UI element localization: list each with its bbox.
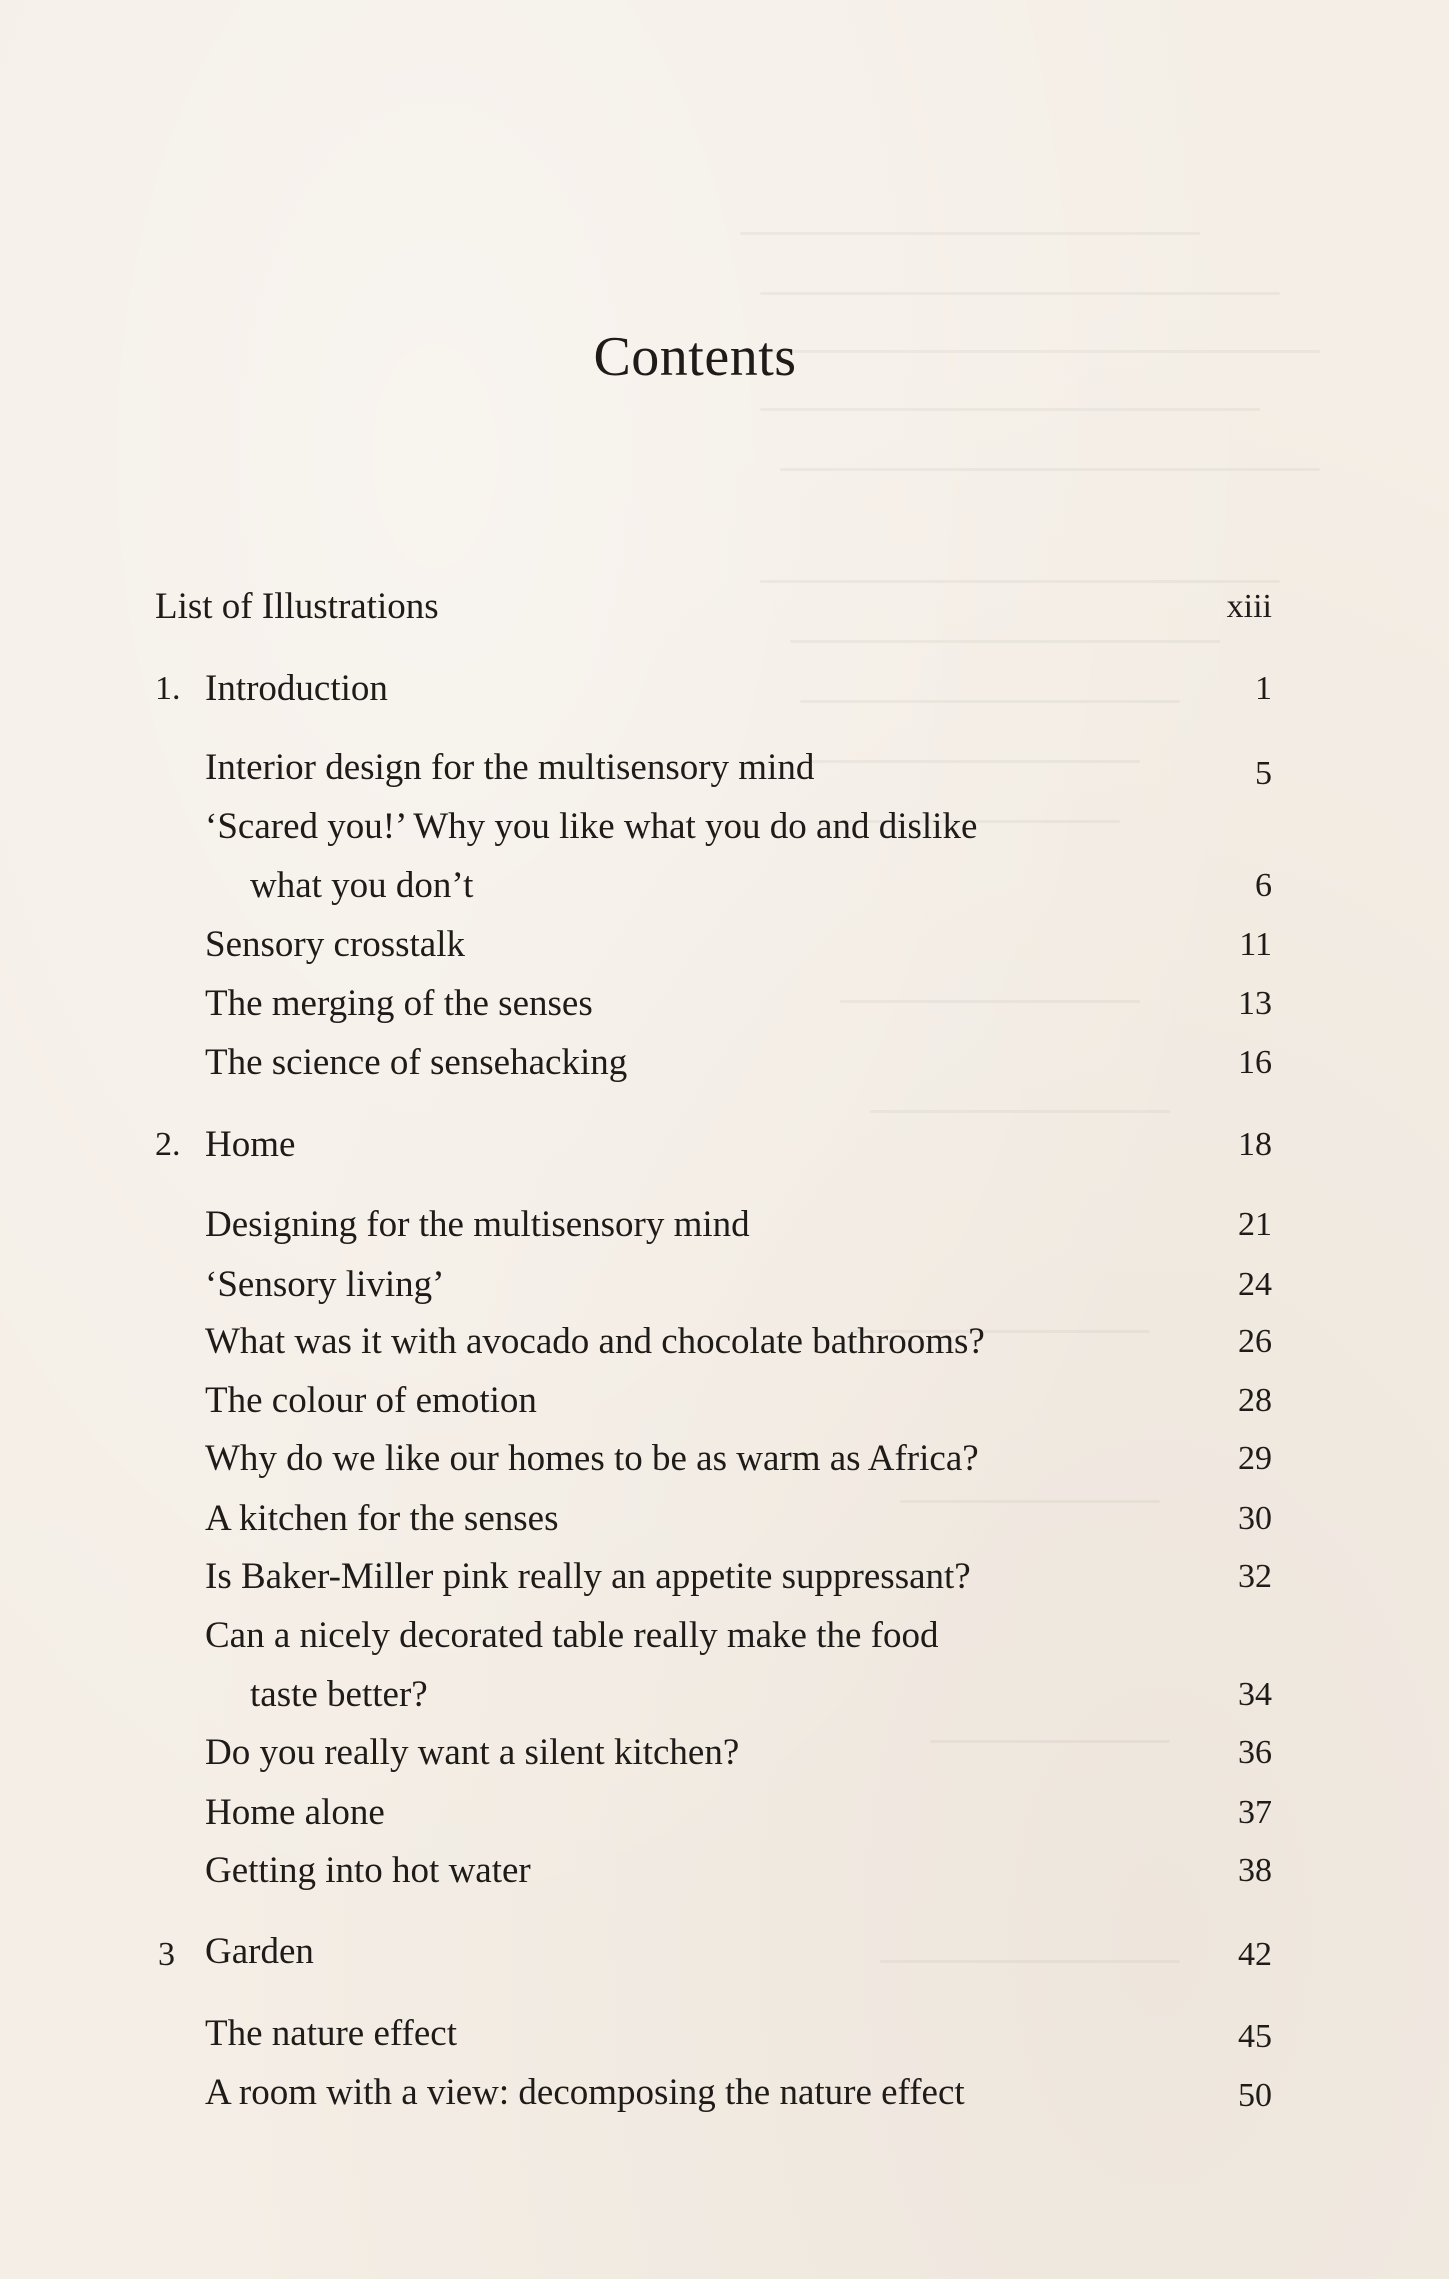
section-title: Sensory crosstalk: [205, 924, 465, 965]
toc-page-number: 36: [1238, 1734, 1272, 1771]
chapter-number: 2.: [155, 1126, 181, 1163]
toc-page-number: 6: [1255, 867, 1272, 904]
section-title: The colour of emotion: [205, 1380, 537, 1421]
toc-page-number: 1: [1255, 670, 1272, 707]
section-title: Why do we like our homes to be as warm as Africa?: [205, 1438, 979, 1479]
toc-page-number: 18: [1238, 1126, 1272, 1163]
chapter-title: Garden: [205, 1931, 314, 1972]
toc-page-number: 21: [1238, 1206, 1272, 1243]
chapter-number: 3: [158, 1936, 175, 1973]
chapter-title: Introduction: [205, 668, 388, 709]
toc-page-number: 28: [1238, 1382, 1272, 1419]
toc-page-number: 38: [1238, 1852, 1272, 1889]
section-title-continuation: taste better?: [250, 1674, 428, 1715]
section-title: Home alone: [205, 1792, 385, 1833]
toc-page-number: 16: [1238, 1044, 1272, 1081]
toc-page-number: 50: [1238, 2077, 1272, 2114]
section-title: Can a nicely decorated table really make the food: [205, 1615, 939, 1656]
toc-page-number: 42: [1238, 1936, 1272, 1973]
toc-page-number: 26: [1238, 1323, 1272, 1360]
section-title: The merging of the senses: [205, 983, 593, 1024]
toc-page-number: 29: [1238, 1440, 1272, 1477]
toc-entry-label: List of Illustrations: [155, 586, 439, 627]
toc-page-number: 11: [1239, 926, 1272, 963]
chapter-title: Home: [205, 1124, 296, 1165]
toc-page-number: 37: [1238, 1794, 1272, 1831]
section-title: ‘Scared you!’ Why you like what you do and dislike: [205, 806, 978, 847]
chapter-number: 1.: [155, 670, 181, 707]
section-title: The nature effect: [205, 2013, 457, 2054]
section-title: Getting into hot water: [205, 1850, 531, 1891]
section-title: Is Baker-Miller pink really an appetite suppressant?: [205, 1556, 971, 1597]
toc-page-number: 45: [1238, 2018, 1272, 2055]
toc-page-number: 30: [1238, 1500, 1272, 1537]
section-title: Do you really want a silent kitchen?: [205, 1732, 740, 1773]
toc-page-number: 32: [1238, 1558, 1272, 1595]
toc-page-number: 13: [1238, 985, 1272, 1022]
section-title-continuation: what you don’t: [250, 865, 474, 906]
section-title: Designing for the multisensory mind: [205, 1204, 750, 1245]
section-title: ‘Sensory living’: [205, 1264, 445, 1305]
section-title: Interior design for the multisensory mind: [205, 747, 815, 788]
toc-page-number: 24: [1238, 1266, 1272, 1303]
section-title: A room with a view: decomposing the nature effect: [205, 2072, 965, 2113]
page-title: Contents: [593, 326, 797, 388]
toc-page-number: 5: [1255, 755, 1272, 792]
toc-page-number: xiii: [1226, 588, 1272, 625]
section-title: What was it with avocado and chocolate bathrooms?: [205, 1321, 985, 1362]
section-title: The science of sensehacking: [205, 1042, 628, 1083]
section-title: A kitchen for the senses: [205, 1498, 559, 1539]
toc-page-number: 34: [1238, 1676, 1272, 1713]
